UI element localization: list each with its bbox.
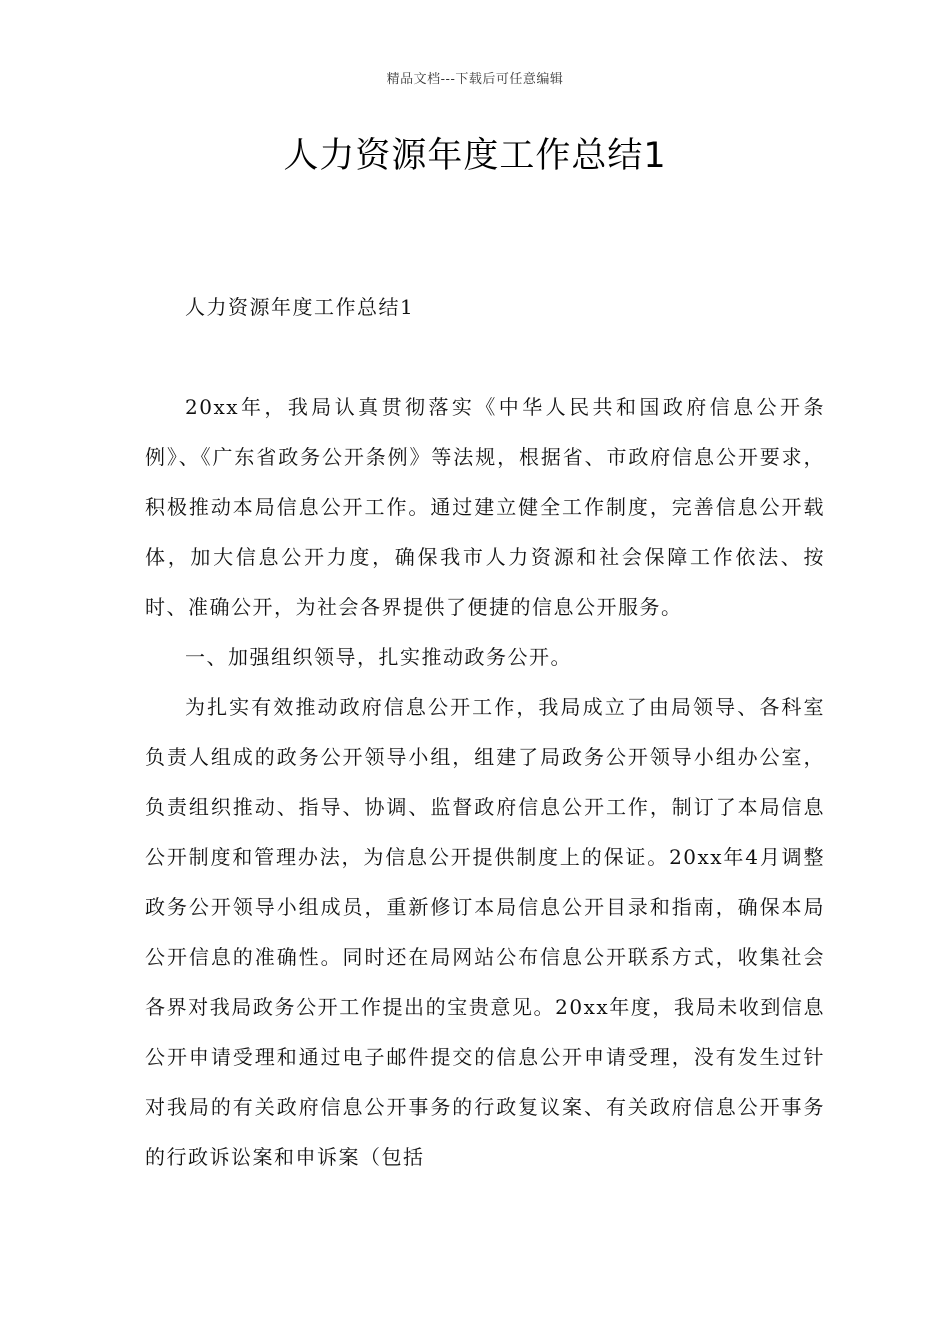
paragraph-intro: 20xx年，我局认真贯彻落实《中华人民共和国政府信息公开条例》、《广东省政务公开条例》等法规，根据省、市政府信息公开要求，积极推动本局信息公开工作。通过建立健全工作制度，完善信息公开载体，加大信息公开力度，确保我市人力资源和社会保障工作依法、按时、准确公开，为社会各界提供了便捷的信息公开服务。 [145, 395, 825, 619]
document-title: 人力资源年度工作总结1 [283, 136, 667, 176]
paragraph-section-1: 为扎实有效推动政府信息公开工作，我局成立了由局领导、各科室负责人组成的政务公开领导小组，组建了局政务公开领导小组办公室，负责组织推动、指导、协调、监督政府信息公开工作，制订了本局信息公开制度和管理办法，为信息公开提供制度上的保证。20xx年4月调整政务公开领导小组成员，重新修订本局信息公开目录和指南，确保本局公开信息的准确性。同时还在局网站公布信息公开联系方式，收集社会各界对我局政务公开工作提出的宝贵意见。20xx年度，我局未收到信息公开申请受理和通过电子邮件提交的信息公开申请受理，没有发生过针对我局的有关政府信息公开事务的行政复议案、有关政府信息公开事务的行政诉讼案和申诉案（包括 [145, 695, 825, 1169]
document-subtitle: 人力资源年度工作总结1 [185, 295, 415, 319]
header-watermark-text: 精品文档---下载后可任意编辑 [386, 72, 564, 87]
section-heading-1: 一、加强组织领导，扎实推动政务公开。 [185, 645, 572, 669]
document-body [145, 282, 825, 1182]
